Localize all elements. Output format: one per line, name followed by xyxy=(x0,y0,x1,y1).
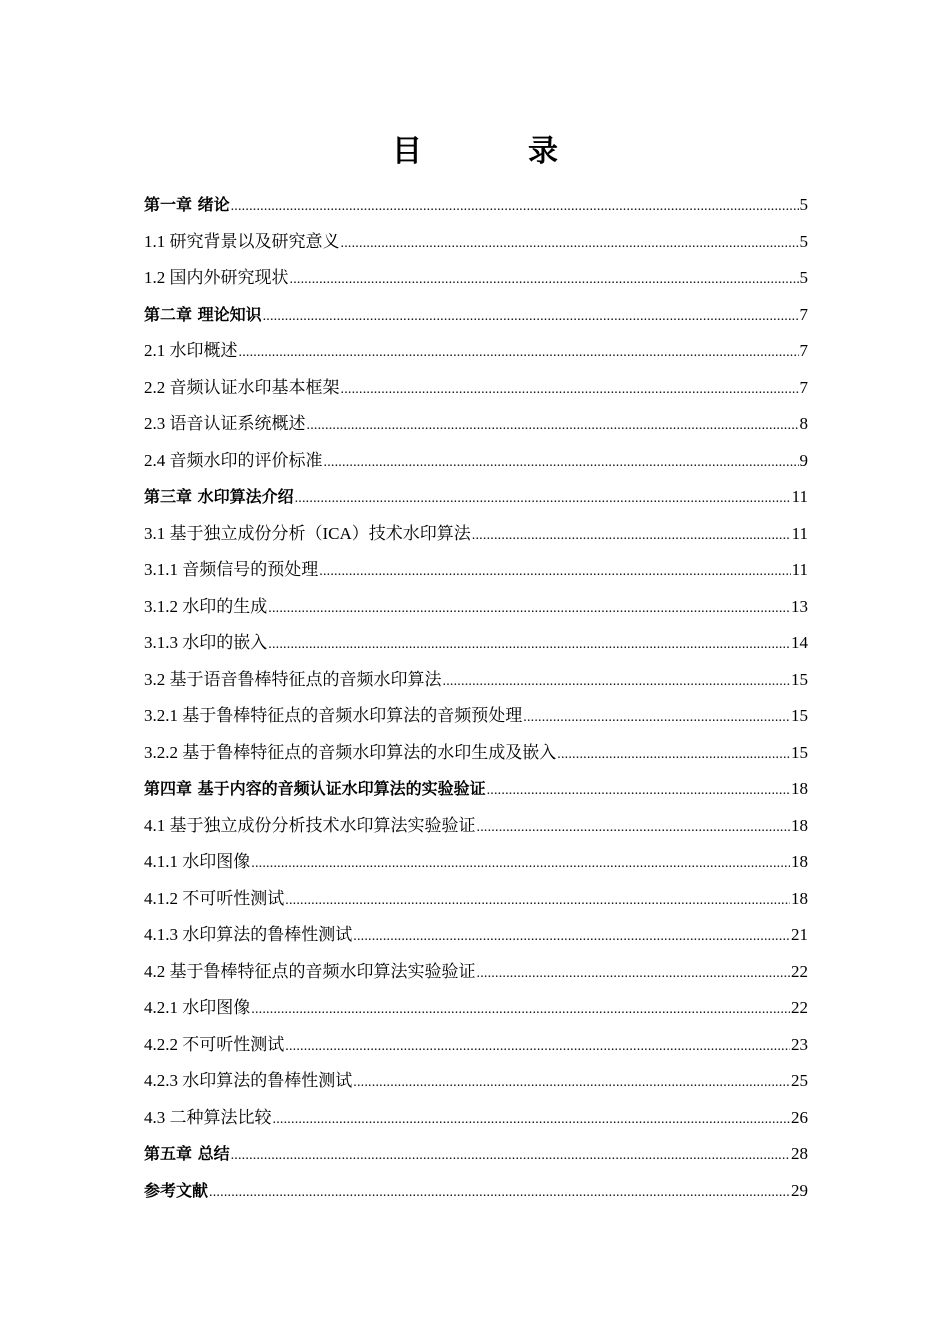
dot-leader xyxy=(290,262,799,297)
toc-entry[interactable] xyxy=(144,260,808,297)
dot-leader xyxy=(443,664,791,699)
dot-leader xyxy=(231,189,799,224)
toc-entry-page-number: 28 xyxy=(791,1144,808,1163)
toc-entry[interactable] xyxy=(144,844,808,881)
toc-entry-page-number: 18 xyxy=(791,815,808,835)
toc-entry[interactable] xyxy=(144,1136,808,1173)
dot-leader xyxy=(251,846,790,881)
toc-entry[interactable] xyxy=(144,589,808,626)
dot-leader xyxy=(307,408,799,443)
dot-leader xyxy=(295,481,791,516)
dot-leader xyxy=(523,700,790,735)
toc-entry-label: 2.2 音频认证水印基本框架 xyxy=(144,377,340,397)
toc-entry[interactable] xyxy=(144,917,808,954)
toc-entry-page-number: 23 xyxy=(791,1034,808,1054)
toc-entry-page-number: 8 xyxy=(799,414,808,433)
toc-entry-page-number: 11 xyxy=(791,487,808,506)
toc-entry[interactable] xyxy=(144,187,808,224)
toc-entry[interactable] xyxy=(144,662,808,699)
toc-entry[interactable] xyxy=(144,224,808,261)
dot-leader xyxy=(353,919,790,954)
toc-entry-label: 4.2.1 水印图像 xyxy=(144,998,251,1017)
toc-entry-label: 第一章 绪论 xyxy=(144,195,230,214)
toc-entry-label: 4.1.2 不可听性测试 xyxy=(144,888,285,908)
toc-entry[interactable] xyxy=(144,625,808,662)
toc-entry-label: 第三章 水印算法介绍 xyxy=(144,487,294,506)
toc-entry[interactable] xyxy=(144,881,808,918)
dot-leader xyxy=(477,956,791,991)
toc-entry[interactable] xyxy=(144,443,808,480)
toc-entry-page-number: 25 xyxy=(791,1071,808,1090)
toc-entry-page-number: 5 xyxy=(799,195,808,214)
toc-entry[interactable] xyxy=(144,1100,808,1137)
toc-entry-page-number: 14 xyxy=(791,633,808,652)
dot-leader xyxy=(239,335,799,370)
toc-entry-page-number: 7 xyxy=(799,341,808,360)
dot-leader xyxy=(341,372,799,407)
toc-entry-label: 4.2.3 水印算法的鲁棒性测试 xyxy=(144,1071,353,1090)
toc-entry[interactable] xyxy=(144,954,808,991)
dot-leader xyxy=(251,992,790,1027)
toc-entry-page-number: 26 xyxy=(791,1107,808,1127)
toc-entry-page-number: 15 xyxy=(791,742,808,762)
toc-entry-page-number: 9 xyxy=(799,450,808,470)
dot-leader xyxy=(268,627,790,662)
dot-leader xyxy=(477,810,791,845)
dot-leader xyxy=(209,1175,790,1210)
toc-entry[interactable] xyxy=(144,771,808,808)
toc-entry[interactable] xyxy=(144,516,808,553)
toc-entry-label: 4.2 基于鲁棒特征点的音频水印算法实验验证 xyxy=(144,961,476,981)
toc-entry-label: 2.4 音频水印的评价标准 xyxy=(144,450,323,470)
dot-leader xyxy=(285,1029,790,1064)
dot-leader xyxy=(353,1065,790,1100)
toc-entry-page-number: 15 xyxy=(791,706,808,725)
toc-entry-page-number: 18 xyxy=(791,779,808,798)
toc-entry-page-number: 15 xyxy=(791,669,808,689)
toc-entry-page-number: 22 xyxy=(791,998,808,1017)
dot-leader xyxy=(263,299,799,334)
toc-entry[interactable] xyxy=(144,333,808,370)
toc-entry-page-number: 5 xyxy=(799,268,808,287)
dot-leader xyxy=(472,518,791,553)
toc-entry-label: 3.1 基于独立成份分析（ICA）技术水印算法 xyxy=(144,523,471,543)
dot-leader xyxy=(273,1102,791,1137)
toc-entry-page-number: 7 xyxy=(799,377,808,397)
toc-entry-page-number: 21 xyxy=(791,925,808,944)
toc-entry[interactable] xyxy=(144,552,808,589)
toc-entry[interactable] xyxy=(144,1173,808,1210)
toc-entry-label: 2.3 语音认证系统概述 xyxy=(144,414,306,433)
toc-entry[interactable] xyxy=(144,1027,808,1064)
toc-entry-label: 3.1.2 水印的生成 xyxy=(144,596,268,616)
toc-entry-label: 第五章 总结 xyxy=(144,1144,230,1163)
toc-entry-label: 4.3 二种算法比较 xyxy=(144,1107,272,1127)
toc-entry-page-number: 29 xyxy=(791,1180,808,1200)
toc-entry-label: 1.1 研究背景以及研究意义 xyxy=(144,231,340,251)
toc-list xyxy=(144,187,808,1209)
toc-entry[interactable] xyxy=(144,735,808,772)
toc-entry-page-number: 22 xyxy=(791,961,808,981)
toc-entry[interactable] xyxy=(144,406,808,443)
dot-leader xyxy=(487,773,790,808)
toc-entry-label: 3.1.3 水印的嵌入 xyxy=(144,633,268,652)
toc-entry-page-number: 5 xyxy=(799,231,808,251)
toc-entry-label: 第四章 基于内容的音频认证水印算法的实验验证 xyxy=(144,779,486,798)
toc-entry-page-number: 7 xyxy=(799,304,808,324)
toc-entry-label: 1.2 国内外研究现状 xyxy=(144,268,289,287)
dot-leader xyxy=(324,445,799,480)
toc-entry-label: 3.2 基于语音鲁棒特征点的音频水印算法 xyxy=(144,669,442,689)
dot-leader xyxy=(557,737,790,772)
toc-entry-label: 2.1 水印概述 xyxy=(144,341,238,360)
toc-entry-label: 参考文献 xyxy=(144,1180,209,1200)
toc-entry-page-number: 18 xyxy=(791,852,808,871)
dot-leader xyxy=(341,226,799,261)
toc-entry[interactable] xyxy=(144,990,808,1027)
toc-entry[interactable] xyxy=(144,297,808,334)
toc-entry-label: 3.1.1 音频信号的预处理 xyxy=(144,560,319,579)
dot-leader xyxy=(268,591,790,626)
toc-entry[interactable] xyxy=(144,479,808,516)
toc-entry[interactable] xyxy=(144,370,808,407)
toc-entry-page-number: 18 xyxy=(791,888,808,908)
toc-entry-label: 3.2.2 基于鲁棒特征点的音频水印算法的水印生成及嵌入 xyxy=(144,742,557,762)
toc-entry-page-number: 13 xyxy=(791,596,808,616)
dot-leader xyxy=(319,554,790,589)
toc-entry[interactable] xyxy=(144,808,808,845)
dot-leader xyxy=(231,1138,790,1173)
toc-title: 目 录 xyxy=(392,134,596,169)
dot-leader xyxy=(285,883,790,918)
toc-entry-label: 4.2.2 不可听性测试 xyxy=(144,1034,285,1054)
toc-entry-label: 4.1 基于独立成份分析技术水印算法实验验证 xyxy=(144,815,476,835)
toc-entry-page-number: 11 xyxy=(791,560,808,579)
toc-entry-label: 4.1.1 水印图像 xyxy=(144,852,251,871)
toc-entry[interactable] xyxy=(144,698,808,735)
toc-entry-page-number: 11 xyxy=(791,523,808,543)
toc-entry-label: 第二章 理论知识 xyxy=(144,304,262,324)
toc-entry[interactable] xyxy=(144,1063,808,1100)
toc-entry-label: 3.2.1 基于鲁棒特征点的音频水印算法的音频预处理 xyxy=(144,706,523,725)
toc-entry-label: 4.1.3 水印算法的鲁棒性测试 xyxy=(144,925,353,944)
